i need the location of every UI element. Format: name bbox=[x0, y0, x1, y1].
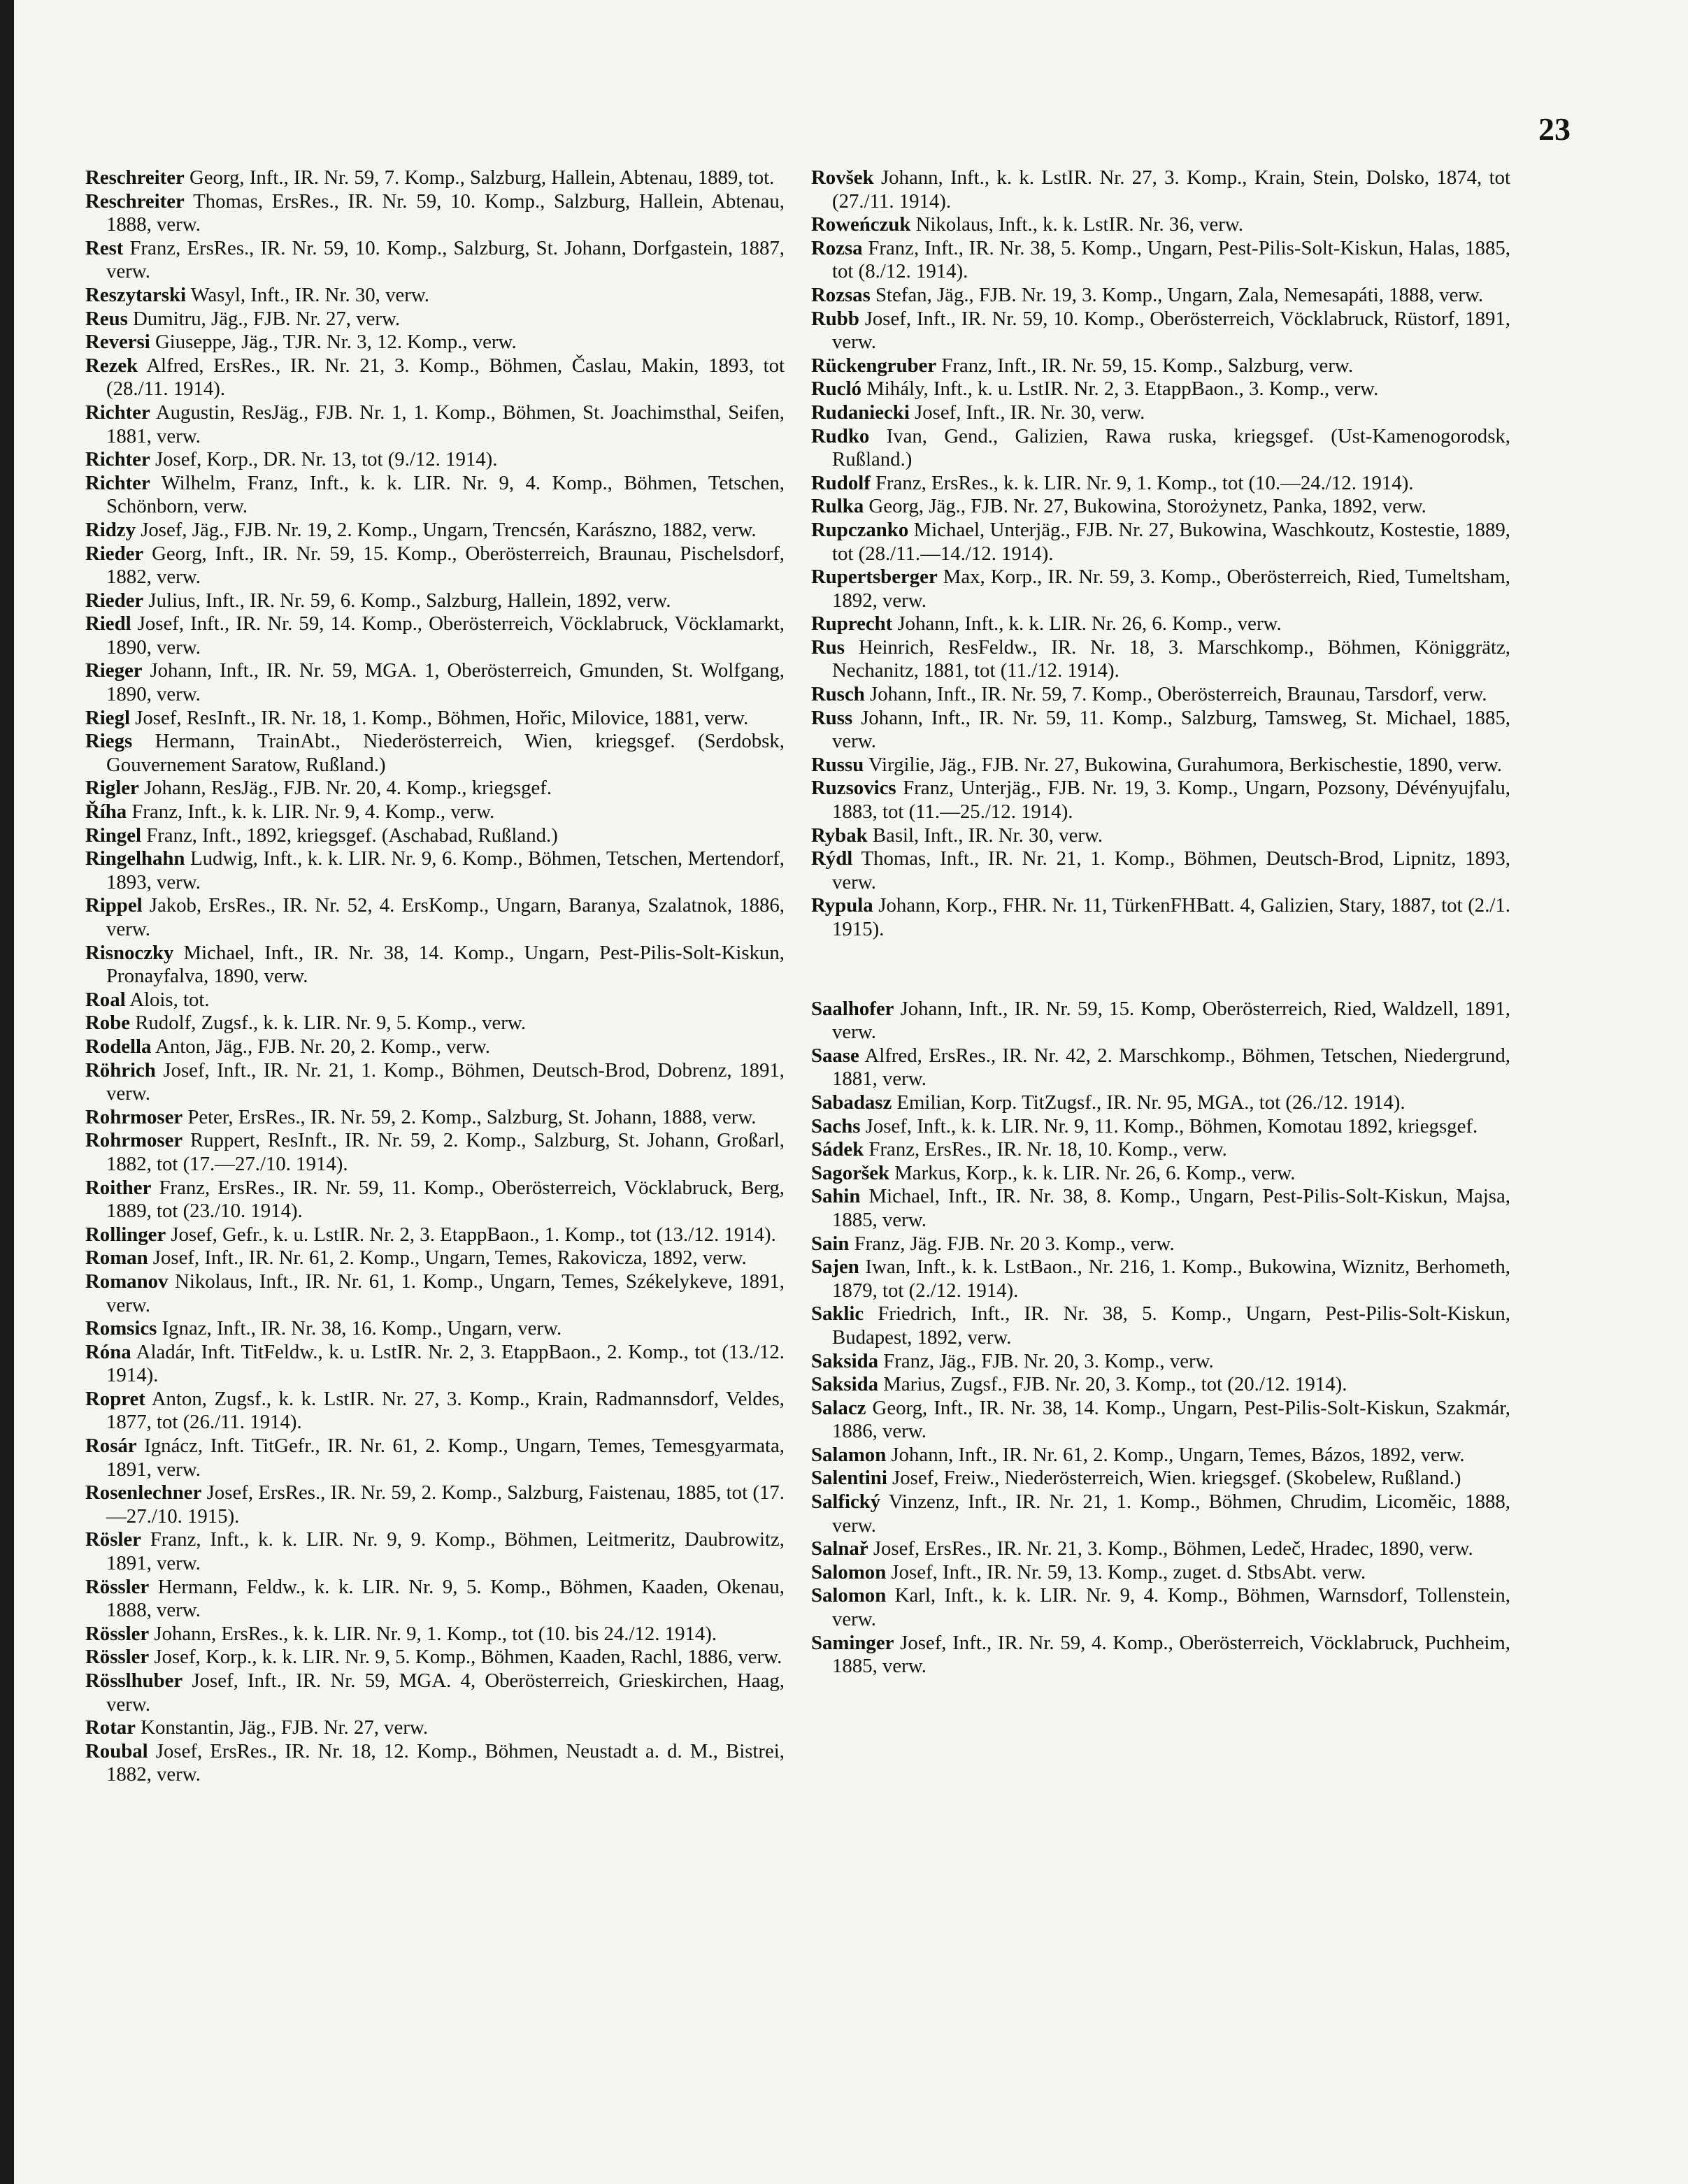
list-item bbox=[85, 519, 785, 543]
entry-details: Josef, Inft., IR. Nr. 21, 1. Komp., Böhmen, Deutsch-Brod, Dobrenz, 1891, verw. bbox=[106, 1058, 785, 1105]
entry-details: Ludwig, Inft., k. k. LIR. Nr. 9, 6. Komp., Böhmen, Tetschen, Mertendorf, 1893, verw. bbox=[106, 847, 785, 893]
entry-details: Franz, Inft., IR. Nr. 59, 15. Komp., Salzburg, verw. bbox=[936, 354, 1354, 377]
list-item bbox=[811, 1302, 1510, 1349]
entry-details: Karl, Inft., k. k. LIR. Nr. 9, 4. Komp., Böhmen, Warnsdorf, Tollenstein, verw. bbox=[832, 1584, 1510, 1631]
list-item bbox=[811, 612, 1510, 636]
list-item bbox=[85, 1247, 785, 1270]
entry-details: Giuseppe, Jäg., TJR. Nr. 3, 12. Komp., verw. bbox=[150, 331, 517, 354]
list-item bbox=[811, 998, 1510, 1044]
entry-surname: Romsics bbox=[85, 1317, 157, 1340]
entry-details: Basil, Inft., IR. Nr. 30, verw. bbox=[867, 824, 1103, 847]
entry-surname: Salomon bbox=[811, 1584, 887, 1607]
entry-details: Josef, ResInft., IR. Nr. 18, 1. Komp., Böhmen, Hořic, Milovice, 1881, verw. bbox=[129, 706, 749, 729]
entry-surname: Richter bbox=[85, 471, 150, 494]
entry-details: Franz, Inft., k. k. LIR. Nr. 9, 9. Komp., Böhmen, Leitmeritz, Daubrowitz, 1891, verw. bbox=[106, 1528, 785, 1575]
list-item bbox=[811, 1632, 1510, 1679]
entry-details: Georg, Inft., IR. Nr. 38, 14. Komp., Ungarn, Pest-Pilis-Solt-Kiskun, Szakmár, 1886, verw. bbox=[832, 1396, 1510, 1443]
entry-details: Hermann, TrainAbt., Niederösterreich, Wien, kriegsgef. (Serdobsk, Gouvernement Saratow, Rußland.) bbox=[106, 730, 785, 776]
s-entries bbox=[811, 998, 1510, 1679]
entry-details: Konstantin, Jäg., FJB. Nr. 27, verw. bbox=[135, 1716, 429, 1739]
entry-surname: Sádek bbox=[811, 1138, 864, 1161]
entry-details: Josef, Korp., DR. Nr. 13, tot (9./12. 1914). bbox=[150, 448, 498, 471]
list-item bbox=[811, 894, 1510, 941]
list-item bbox=[85, 1481, 785, 1528]
list-item bbox=[85, 989, 785, 1012]
entry-surname: Reus bbox=[85, 307, 128, 330]
list-item bbox=[811, 472, 1510, 496]
entry-surname: Reschreiter bbox=[85, 166, 185, 189]
list-item bbox=[85, 942, 785, 989]
entry-surname: Rusch bbox=[811, 683, 865, 706]
list-item bbox=[811, 1162, 1510, 1186]
list-item bbox=[85, 1341, 785, 1388]
entry-details: Franz, ErsRes., IR. Nr. 59, 10. Komp., Salzburg, St. Johann, Dorfgastein, 1887, verw. bbox=[106, 236, 785, 283]
entry-details: Alfred, ErsRes., IR. Nr. 42, 2. Marschkomp., Böhmen, Tetschen, Niedergrund, 1881, verw. bbox=[832, 1044, 1510, 1091]
entry-details: Josef, ErsRes., IR. Nr. 59, 2. Komp., Salzburg, Faistenau, 1885, tot (17.—27./10. 1915). bbox=[106, 1481, 785, 1528]
entry-surname: Rypula bbox=[811, 894, 873, 917]
entry-surname: Russu bbox=[811, 753, 864, 776]
entry-surname: Rudolf bbox=[811, 471, 871, 494]
entry-surname: Rupertsberger bbox=[811, 566, 938, 589]
entry-details: Anton, Jäg., FJB. Nr. 20, 2. Komp., verw. bbox=[151, 1035, 490, 1058]
list-item bbox=[85, 1129, 785, 1176]
entry-surname: Rohrmoser bbox=[85, 1129, 183, 1152]
entry-surname: Rössler bbox=[85, 1646, 150, 1669]
list-item bbox=[811, 683, 1510, 707]
list-item bbox=[85, 777, 785, 800]
entry-details: Marius, Zugsf., FJB. Nr. 20, 3. Komp., tot (20./12. 1914). bbox=[878, 1373, 1347, 1396]
entry-surname: Rucló bbox=[811, 378, 861, 401]
list-item bbox=[85, 1012, 785, 1035]
entry-details: Johann, Inft., IR. Nr. 59, 15. Komp, Oberösterreich, Ried, Waldzell, 1891, verw. bbox=[832, 997, 1510, 1044]
entry-surname: Sagoršek bbox=[811, 1161, 889, 1184]
list-item bbox=[811, 1537, 1510, 1561]
entry-surname: Saksida bbox=[811, 1349, 879, 1372]
entry-surname: Rybak bbox=[811, 824, 868, 847]
list-item bbox=[811, 1138, 1510, 1162]
entry-surname: Risnoczky bbox=[85, 941, 174, 964]
list-item bbox=[85, 237, 785, 284]
entry-details: Josef, ErsRes., IR. Nr. 21, 3. Komp., Böhmen, Ledeč, Hradec, 1890, verw. bbox=[868, 1537, 1473, 1560]
list-item bbox=[85, 190, 785, 237]
entry-details: Ignácz, Inft. TitGefr., IR. Nr. 61, 2. Komp., Ungarn, Temes, Temesgyarmata, 1891, verw. bbox=[106, 1435, 785, 1481]
list-item bbox=[811, 378, 1510, 401]
list-item bbox=[811, 1561, 1510, 1585]
list-item bbox=[811, 308, 1510, 354]
entry-details: Wilhelm, Franz, Inft., k. k. LIR. Nr. 9, 4. Komp., Böhmen, Tetschen, Schönborn, verw. bbox=[106, 471, 785, 518]
entry-details: Johann, Inft., k. k. LstIR. Nr. 27, 3. Komp., Krain, Stein, Dolsko, 1874, tot (27./11. 1914). bbox=[832, 166, 1510, 213]
entry-surname: Reversi bbox=[85, 331, 150, 354]
entry-details: Johann, Korp., FHR. Nr. 11, TürkenFHBatt. 4, Galizien, Stary, 1887, tot (2./1. 1915). bbox=[832, 894, 1510, 940]
entry-details: Wasyl, Inft., IR. Nr. 30, verw. bbox=[185, 283, 429, 306]
list-item bbox=[811, 1256, 1510, 1302]
entry-details: Thomas, Inft., IR. Nr. 21, 1. Komp., Böhmen, Deutsch-Brod, Lipnitz, 1893, verw. bbox=[832, 847, 1510, 893]
entry-details: Ruppert, ResInft., IR. Nr. 59, 2. Komp., Salzburg, St. Johann, Großarl, 1882, tot (17.—27./10. 1914). bbox=[106, 1129, 785, 1175]
entry-details: Ivan, Gend., Galizien, Rawa ruska, kriegsgef. (Ust-Kamenogorodsk, Rußland.) bbox=[832, 424, 1510, 471]
entry-details: Josef, Inft., IR. Nr. 59, 10. Komp., Oberösterreich, Vöcklabruck, Rüstorf, 1891, verw. bbox=[832, 307, 1510, 354]
list-item bbox=[811, 636, 1510, 683]
entry-surname: Rohrmoser bbox=[85, 1105, 183, 1128]
list-item bbox=[85, 1317, 785, 1341]
entry-surname: Richter bbox=[85, 448, 150, 471]
list-item bbox=[811, 1397, 1510, 1444]
list-item bbox=[811, 1185, 1510, 1232]
entry-details: Mihály, Inft., k. u. LstIR. Nr. 2, 3. EtappBaon., 3. Komp., verw. bbox=[861, 378, 1379, 401]
entry-surname: Rosár bbox=[85, 1435, 137, 1458]
entry-details: Anton, Zugsf., k. k. LstIR. Nr. 27, 3. Komp., Krain, Radmannsdorf, Veldes, 1877, tot (26./11. 1914). bbox=[106, 1387, 785, 1434]
entry-surname: Reszytarski bbox=[85, 283, 186, 306]
list-item bbox=[85, 1223, 785, 1247]
entry-details: Jakob, ErsRes., IR. Nr. 52, 4. ErsKomp., Ungarn, Baranya, Szalatnok, 1886, verw. bbox=[106, 894, 785, 940]
entry-surname: Salacz bbox=[811, 1396, 866, 1419]
list-item bbox=[811, 1044, 1510, 1091]
entry-details: Franz, Jäg. FJB. Nr. 20 3. Komp., verw. bbox=[849, 1232, 1175, 1255]
entry-surname: Riedl bbox=[85, 612, 131, 635]
entry-details: Franz, Jäg., FJB. Nr. 20, 3. Komp., verw. bbox=[878, 1349, 1214, 1372]
entry-surname: Reschreiter bbox=[85, 189, 185, 213]
entry-surname: Rieger bbox=[85, 659, 143, 682]
list-item bbox=[85, 448, 785, 472]
list-item bbox=[85, 894, 785, 941]
entry-details: Heinrich, ResFeldw., IR. Nr. 18, 3. Marschkomp., Böhmen, Königgrätz, Nechanitz, 1881, tot (11./12. 1914). bbox=[832, 635, 1510, 682]
r-entries bbox=[811, 166, 1510, 942]
entry-details: Aladár, Inft. TitFeldw., k. u. LstIR. Nr. 2, 3. EtappBaon., 2. Komp., tot (13./12. 1914). bbox=[106, 1340, 785, 1387]
entry-surname: Saalhofer bbox=[811, 997, 894, 1020]
entry-details: Dumitru, Jäg., FJB. Nr. 27, verw. bbox=[127, 307, 401, 330]
list-item bbox=[85, 847, 785, 894]
entry-details: Johann, ResJäg., FJB. Nr. 20, 4. Komp., kriegsgef. bbox=[138, 777, 552, 800]
entry-details: Josef, Inft., IR. Nr. 59, 13. Komp., zuget. d. StbsAbt. verw. bbox=[886, 1560, 1366, 1583]
list-item bbox=[85, 1669, 785, 1716]
entry-details: Hermann, Feldw., k. k. LIR. Nr. 9, 5. Komp., Böhmen, Kaaden, Okenau, 1888, verw. bbox=[106, 1575, 785, 1622]
list-item bbox=[85, 1059, 785, 1106]
list-item bbox=[85, 1388, 785, 1435]
entry-surname: Róna bbox=[85, 1340, 131, 1363]
list-item bbox=[85, 1740, 785, 1787]
list-item bbox=[811, 754, 1510, 777]
entry-surname: Rösler bbox=[85, 1528, 141, 1551]
list-item bbox=[85, 308, 785, 331]
entry-surname: Rovšek bbox=[811, 166, 874, 189]
entry-details: Johann, ErsRes., k. k. LIR. Nr. 9, 1. Komp., tot (10. bis 24./12. 1914). bbox=[149, 1622, 717, 1645]
left-column bbox=[85, 166, 785, 1787]
list-item bbox=[811, 824, 1510, 848]
list-item bbox=[85, 1646, 785, 1669]
entry-details: Josef, Inft., k. k. LIR. Nr. 9, 11. Komp., Böhmen, Komotau 1892, kriegsgef. bbox=[860, 1114, 1478, 1137]
list-item bbox=[85, 331, 785, 354]
list-item bbox=[85, 659, 785, 706]
entry-surname: Roubal bbox=[85, 1739, 148, 1762]
list-item bbox=[85, 1623, 785, 1646]
scan-edge bbox=[0, 0, 14, 2184]
entry-details: Josef, Inft., IR. Nr. 59, MGA. 4, Oberösterreich, Grieskirchen, Haag, verw. bbox=[106, 1669, 785, 1716]
list-item bbox=[85, 1177, 785, 1223]
entry-surname: Sachs bbox=[811, 1114, 861, 1137]
list-item bbox=[811, 1467, 1510, 1490]
entry-surname: Salfický bbox=[811, 1490, 881, 1514]
entry-details: Nikolaus, Inft., k. k. LstIR. Nr. 36, verw. bbox=[910, 213, 1244, 236]
entry-surname: Rigler bbox=[85, 777, 139, 800]
list-item bbox=[85, 472, 785, 519]
entry-surname: Rest bbox=[85, 236, 124, 259]
list-item bbox=[85, 612, 785, 659]
entry-details: Augustin, ResJäg., FJB. Nr. 1, 1. Komp., Böhmen, St. Joachimsthal, Seifen, 1881, verw. bbox=[106, 401, 785, 447]
list-item bbox=[811, 777, 1510, 824]
entry-details: Josef, Inft., IR. Nr. 59, 14. Komp., Oberösterreich, Vöcklabruck, Vöcklamarkt, 1890, verw. bbox=[106, 612, 785, 659]
entry-details: Thomas, ErsRes., IR. Nr. 59, 10. Komp., Salzburg, Hallein, Abtenau, 1888, verw. bbox=[106, 189, 785, 236]
entry-details: Vinzenz, Inft., IR. Nr. 21, 1. Komp., Böhmen, Chrudim, Licoměic, 1888, verw. bbox=[832, 1490, 1510, 1537]
entry-surname: Russ bbox=[811, 706, 853, 729]
list-item bbox=[811, 1233, 1510, 1256]
list-item bbox=[811, 1490, 1510, 1537]
entry-details: Emilian, Korp. TitZugsf., IR. Nr. 95, MGA., tot (26./12. 1914). bbox=[892, 1091, 1406, 1114]
list-item bbox=[811, 847, 1510, 894]
entry-surname: Salentini bbox=[811, 1467, 887, 1490]
entry-surname: Sain bbox=[811, 1232, 850, 1255]
entry-details: Johann, Inft., k. k. LIR. Nr. 26, 6. Komp., verw. bbox=[892, 612, 1282, 635]
entry-surname: Salamon bbox=[811, 1443, 887, 1466]
entry-surname: Rössler bbox=[85, 1622, 150, 1645]
entry-surname: Saksida bbox=[811, 1373, 879, 1396]
entry-surname: Rudko bbox=[811, 424, 870, 447]
list-item bbox=[85, 543, 785, 589]
entry-details: Franz, Inft., IR. Nr. 38, 5. Komp., Ungarn, Pest-Pilis-Solt-Kiskun, Halas, 1885, tot (8./12. 1914). bbox=[832, 236, 1510, 283]
entry-details: Georg, Inft., IR. Nr. 59, 15. Komp., Oberösterreich, Braunau, Pischelsdorf, 1882, verw. bbox=[106, 542, 785, 589]
entry-surname: Rupczanko bbox=[811, 518, 909, 541]
list-item bbox=[85, 1106, 785, 1130]
entry-details: Johann, Inft., IR. Nr. 59, 7. Komp., Oberösterreich, Braunau, Tarsdorf, verw. bbox=[864, 683, 1487, 706]
list-item bbox=[811, 1444, 1510, 1467]
list-item bbox=[811, 213, 1510, 237]
entry-surname: Richter bbox=[85, 401, 150, 424]
entry-details: Josef, Inft., IR. Nr. 59, 4. Komp., Oberösterreich, Vöcklabruck, Puchheim, 1885, verw. bbox=[832, 1631, 1510, 1678]
entry-details: Alfred, ErsRes., IR. Nr. 21, 3. Komp., Böhmen, Časlau, Makin, 1893, tot (28./11. 1914). bbox=[106, 354, 785, 401]
list-item bbox=[85, 166, 785, 190]
entry-details: Josef, Korp., k. k. LIR. Nr. 9, 5. Komp., Böhmen, Kaaden, Rachl, 1886, verw. bbox=[149, 1646, 782, 1669]
list-item bbox=[811, 354, 1510, 378]
entry-surname: Rückengruber bbox=[811, 354, 937, 377]
entry-surname: Ridzy bbox=[85, 518, 136, 541]
entry-surname: Roal bbox=[85, 988, 126, 1011]
list-item bbox=[85, 589, 785, 613]
entry-details: Friedrich, Inft., IR. Nr. 38, 5. Komp., Ungarn, Pest-Pilis-Solt-Kiskun, Budapest, 1892, verw. bbox=[832, 1302, 1510, 1349]
entry-surname: Rosenlechner bbox=[85, 1481, 202, 1504]
list-item bbox=[85, 730, 785, 777]
entry-surname: Rieder bbox=[85, 542, 144, 565]
page-number: 23 bbox=[1538, 111, 1571, 147]
list-item bbox=[811, 1584, 1510, 1631]
entry-surname: Rus bbox=[811, 635, 845, 659]
entry-details: Julius, Inft., IR. Nr. 59, 6. Komp., Salzburg, Hallein, 1892, verw. bbox=[143, 589, 671, 612]
entry-details: Johann, Inft., IR. Nr. 61, 2. Komp., Ungarn, Temes, Bázos, 1892, verw. bbox=[886, 1443, 1465, 1466]
entry-surname: Rudaniecki bbox=[811, 401, 910, 424]
list-item bbox=[811, 1373, 1510, 1397]
entry-surname: Roweńczuk bbox=[811, 213, 911, 236]
entry-surname: Rozsas bbox=[811, 283, 871, 306]
right-column bbox=[811, 166, 1510, 1679]
entry-surname: Ruzsovics bbox=[811, 777, 896, 800]
list-item bbox=[811, 284, 1510, 308]
entry-surname: Říha bbox=[85, 800, 127, 824]
entry-surname: Riegl bbox=[85, 706, 130, 729]
list-item bbox=[811, 566, 1510, 612]
list-item bbox=[85, 1435, 785, 1481]
entry-details: Franz, Inft., 1892, kriegsgef. (Aschabad, Rußland.) bbox=[141, 824, 558, 847]
entry-details: Franz, ErsRes., IR. Nr. 18, 10. Komp., verw. bbox=[864, 1138, 1227, 1161]
entry-surname: Rubb bbox=[811, 307, 859, 330]
entry-details: Peter, ErsRes., IR. Nr. 59, 2. Komp., Salzburg, St. Johann, 1888, verw. bbox=[183, 1105, 757, 1128]
entry-surname: Saminger bbox=[811, 1631, 894, 1654]
entry-surname: Riegs bbox=[85, 730, 133, 753]
list-item bbox=[85, 1716, 785, 1740]
entry-details: Josef, Jäg., FJB. Nr. 19, 2. Komp., Ungarn, Trencsén, Karászno, 1882, verw. bbox=[136, 518, 757, 541]
list-item bbox=[811, 1091, 1510, 1115]
list-item bbox=[85, 707, 785, 731]
entry-surname: Salomon bbox=[811, 1560, 887, 1583]
entry-surname: Röhrich bbox=[85, 1058, 156, 1082]
entry-surname: Rýdl bbox=[811, 847, 853, 870]
list-item bbox=[811, 401, 1510, 425]
entry-surname: Rulka bbox=[811, 495, 864, 518]
entry-surname: Robe bbox=[85, 1012, 130, 1035]
entry-surname: Roither bbox=[85, 1176, 152, 1199]
entry-surname: Rozsa bbox=[811, 236, 863, 259]
list-item bbox=[85, 401, 785, 448]
entry-details: Josef, Gefr., k. u. LstIR. Nr. 2, 3. EtappBaon., 1. Komp., tot (13./12. 1914). bbox=[166, 1223, 776, 1246]
entry-details: Alois, tot. bbox=[125, 988, 210, 1011]
entry-surname: Rösslhuber bbox=[85, 1669, 183, 1692]
entry-details: Nikolaus, Inft., IR. Nr. 61, 1. Komp., Ungarn, Temes, Székelykeve, 1891, verw. bbox=[106, 1270, 785, 1316]
list-item bbox=[811, 1350, 1510, 1374]
entry-details: Franz, Unterjäg., FJB. Nr. 19, 3. Komp., Ungarn, Pozsony, Dévényujfalu, 1883, tot (11.—25./12. 1914). bbox=[832, 777, 1510, 824]
entry-details: Josef, Inft., IR. Nr. 61, 2. Komp., Ungarn, Temes, Rakovicza, 1892, verw. bbox=[148, 1247, 747, 1270]
entry-details: Rudolf, Zugsf., k. k. LIR. Nr. 9, 5. Komp., verw. bbox=[130, 1012, 527, 1035]
entry-surname: Sabadasz bbox=[811, 1091, 892, 1114]
list-item bbox=[85, 1576, 785, 1623]
entry-details: Josef, ErsRes., IR. Nr. 18, 12. Komp., Böhmen, Neustadt a. d. M., Bistrei, 1882, verw. bbox=[106, 1739, 785, 1786]
entry-surname: Rodella bbox=[85, 1035, 152, 1058]
entry-surname: Ringel bbox=[85, 824, 141, 847]
entry-surname: Romanov bbox=[85, 1270, 169, 1293]
entry-surname: Rotar bbox=[85, 1716, 136, 1739]
list-item bbox=[85, 284, 785, 308]
entry-surname: Rippel bbox=[85, 894, 143, 917]
list-item bbox=[811, 495, 1510, 519]
list-item bbox=[85, 824, 785, 848]
list-item bbox=[811, 166, 1510, 213]
list-item bbox=[85, 1035, 785, 1059]
entry-details: Johann, Inft., IR. Nr. 59, MGA. 1, Oberösterreich, Gmunden, St. Wolfgang, 1890, verw. bbox=[106, 659, 785, 706]
list-item bbox=[85, 800, 785, 824]
entry-surname: Ropret bbox=[85, 1387, 145, 1410]
list-item bbox=[85, 354, 785, 401]
entry-details: Michael, Inft., IR. Nr. 38, 8. Komp., Ungarn, Pest-Pilis-Solt-Kiskun, Majsa, 1885, verw. bbox=[832, 1185, 1510, 1231]
entry-details: Franz, ErsRes., IR. Nr. 59, 11. Komp., Oberösterreich, Vöcklabruck, Berg, 1889, tot (23./10. 1914). bbox=[106, 1176, 785, 1223]
entry-details: Max, Korp., IR. Nr. 59, 3. Komp., Oberösterreich, Ried, Tumeltsham, 1892, verw. bbox=[832, 566, 1510, 612]
entry-surname: Salnař bbox=[811, 1537, 868, 1560]
entry-details: Ignaz, Inft., IR. Nr. 38, 16. Komp., Ungarn, verw. bbox=[157, 1317, 562, 1340]
entry-surname: Rezek bbox=[85, 354, 138, 377]
entry-details: Franz, Inft., k. k. LIR. Nr. 9, 4. Komp., verw. bbox=[127, 800, 495, 824]
list-item bbox=[811, 425, 1510, 472]
entry-details: Virgilie, Jäg., FJB. Nr. 27, Bukowina, Gurahumora, Berkischestie, 1890, verw. bbox=[864, 753, 1502, 776]
list-item bbox=[811, 707, 1510, 754]
list-item bbox=[85, 1270, 785, 1317]
list-item bbox=[85, 1528, 785, 1575]
entry-details: Georg, Inft., IR. Nr. 59, 7. Komp., Salzburg, Hallein, Abtenau, 1889, tot. bbox=[184, 166, 775, 189]
entry-surname: Rollinger bbox=[85, 1223, 166, 1246]
entry-details: Josef, Freiw., Niederösterreich, Wien. kriegsgef. (Skobelew, Rußland.) bbox=[887, 1467, 1461, 1490]
entry-details: Michael, Unterjäg., FJB. Nr. 27, Bukowina, Waschkoutz, Kostestie, 1889, tot (28./11.—14./12. 1914). bbox=[832, 518, 1510, 565]
entry-surname: Rieder bbox=[85, 589, 144, 612]
entry-surname: Roman bbox=[85, 1247, 148, 1270]
list-item bbox=[811, 519, 1510, 566]
list-item bbox=[811, 1115, 1510, 1139]
entry-surname: Ringelhahn bbox=[85, 847, 185, 870]
entry-details: Georg, Jäg., FJB. Nr. 27, Bukowina, Storożynetz, Panka, 1892, verw. bbox=[864, 495, 1426, 518]
entry-surname: Sajen bbox=[811, 1256, 859, 1279]
entry-surname: Saase bbox=[811, 1044, 859, 1067]
entry-details: Markus, Korp., k. k. LIR. Nr. 26, 6. Komp., verw. bbox=[889, 1161, 1296, 1184]
entry-details: Iwan, Inft., k. k. LstBaon., Nr. 216, 1. Komp., Bukowina, Wiznitz, Berhometh, 1879, tot (2./12. 1914). bbox=[832, 1256, 1510, 1302]
entry-surname: Sahin bbox=[811, 1185, 861, 1208]
entry-details: Franz, ErsRes., k. k. LIR. Nr. 9, 1. Komp., tot (10.—24./12. 1914). bbox=[870, 471, 1414, 494]
entry-surname: Saklic bbox=[811, 1302, 864, 1326]
entry-details: Josef, Inft., IR. Nr. 30, verw. bbox=[909, 401, 1145, 424]
entry-details: Stefan, Jäg., FJB. Nr. 19, 3. Komp., Ungarn, Zala, Nemesapáti, 1888, verw. bbox=[870, 283, 1484, 306]
list-item bbox=[811, 237, 1510, 284]
entry-surname: Ruprecht bbox=[811, 612, 893, 635]
section-gap bbox=[811, 942, 1510, 998]
entry-surname: Rössler bbox=[85, 1575, 150, 1598]
entry-details: Johann, Inft., IR. Nr. 59, 11. Komp., Salzburg, Tamsweg, St. Michael, 1885, verw. bbox=[832, 706, 1510, 753]
entry-details: Michael, Inft., IR. Nr. 38, 14. Komp., Ungarn, Pest-Pilis-Solt-Kiskun, Pronayfalva, 1890, verw. bbox=[106, 941, 785, 988]
